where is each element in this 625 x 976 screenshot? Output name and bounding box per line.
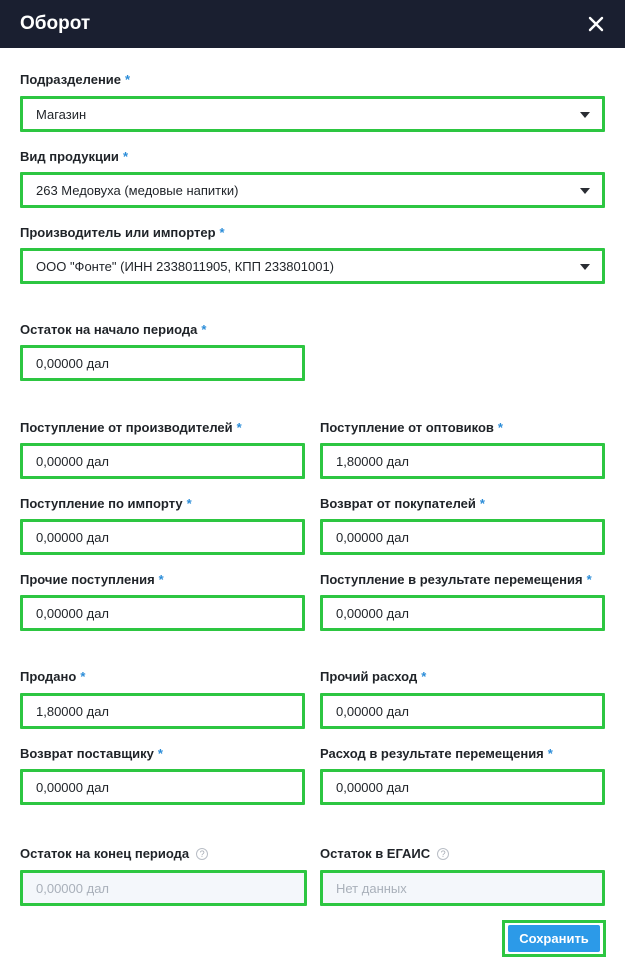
other-income-label	[20, 572, 164, 587]
save-button-frame[interactable]	[502, 920, 606, 957]
start-balance-input[interactable]	[20, 345, 305, 381]
transfer-income-value: 0,00000 дал	[336, 605, 410, 621]
chevron-down-icon	[580, 264, 590, 270]
required-mark: *	[586, 572, 592, 587]
other-income-value: 0,00000 дал	[36, 605, 110, 621]
other-income-label-text: Прочие поступления	[20, 572, 155, 587]
transfer-expense-label-text: Расход в результате перемещения	[320, 746, 544, 761]
producer-select[interactable]	[20, 248, 605, 284]
egais-balance-input	[320, 870, 605, 906]
transfer-income-input[interactable]	[320, 595, 605, 631]
from-producers-label-text: Поступление от производителей	[20, 420, 233, 435]
product-type-select[interactable]	[20, 172, 605, 208]
from-producers-label	[20, 420, 242, 435]
import-input[interactable]	[20, 519, 305, 555]
customer-return-value: 0,00000 дал	[336, 529, 410, 545]
sold-input[interactable]	[20, 693, 305, 729]
customer-return-label-text: Возврат от покупателей	[320, 496, 476, 511]
sold-label	[20, 669, 85, 684]
transfer-income-label	[320, 572, 592, 587]
transfer-expense-input[interactable]	[320, 769, 605, 805]
egais-balance-label-text: Остаток в ЕГАИС	[320, 846, 431, 861]
other-income-input[interactable]	[20, 595, 305, 631]
producer-label	[20, 225, 225, 240]
customer-return-label	[320, 496, 485, 511]
close-button[interactable]	[583, 11, 609, 37]
dialog-title: Оборот	[20, 13, 91, 34]
required-mark: *	[186, 496, 192, 511]
other-expense-label	[320, 669, 426, 684]
from-wholesalers-value: 1,80000 дал	[336, 453, 410, 469]
from-wholesalers-label	[320, 420, 503, 435]
sold-value: 1,80000 дал	[36, 703, 110, 719]
help-icon[interactable]: ?	[196, 848, 208, 860]
required-mark: *	[236, 420, 242, 435]
other-expense-label-text: Прочий расход	[320, 669, 418, 684]
supplier-return-label-text: Возврат поставщику	[20, 746, 154, 761]
save-button[interactable]: Сохранить	[508, 925, 600, 952]
egais-balance-placeholder: Нет данных	[336, 880, 407, 896]
producer-value: ООО "Фонте" (ИНН 2338011905, КПП 233801001)	[36, 258, 335, 274]
import-label	[20, 496, 192, 511]
producer-label-text: Производитель или импортер	[20, 225, 216, 240]
dialog-header	[0, 0, 625, 48]
required-mark: *	[219, 225, 225, 240]
transfer-income-label-text: Поступление в результате перемещения	[320, 572, 583, 587]
end-balance-label	[20, 846, 208, 861]
supplier-return-value: 0,00000 дал	[36, 779, 110, 795]
start-balance-label	[20, 322, 206, 337]
end-balance-input	[20, 870, 307, 906]
required-mark: *	[201, 322, 207, 337]
division-select[interactable]	[20, 96, 605, 132]
start-balance-label-text: Остаток на начало периода	[20, 322, 198, 337]
chevron-down-icon	[580, 112, 590, 118]
customer-return-input[interactable]	[320, 519, 605, 555]
supplier-return-label	[20, 746, 163, 761]
from-producers-input[interactable]	[20, 443, 305, 479]
product-type-label	[20, 149, 128, 164]
required-mark: *	[497, 420, 503, 435]
end-balance-value: 0,00000 дал	[36, 880, 110, 896]
end-balance-label-text: Остаток на конец периода	[20, 846, 190, 861]
product-type-value: 263 Медовуха (медовые напитки)	[36, 182, 239, 198]
required-mark: *	[125, 72, 131, 87]
close-icon	[588, 16, 604, 32]
required-mark: *	[479, 496, 485, 511]
other-expense-value: 0,00000 дал	[336, 703, 410, 719]
required-mark: *	[80, 669, 86, 684]
from-wholesalers-input[interactable]	[320, 443, 605, 479]
egais-balance-label	[320, 846, 449, 861]
required-mark: *	[157, 746, 163, 761]
other-expense-input[interactable]	[320, 693, 605, 729]
product-type-label-text: Вид продукции	[20, 149, 119, 164]
sold-label-text: Продано	[20, 669, 77, 684]
transfer-expense-value: 0,00000 дал	[336, 779, 410, 795]
import-label-text: Поступление по импорту	[20, 496, 183, 511]
division-value: Магазин	[36, 106, 87, 122]
chevron-down-icon	[580, 188, 590, 194]
division-label	[20, 72, 130, 87]
division-label-text: Подразделение	[20, 72, 122, 87]
import-value: 0,00000 дал	[36, 529, 110, 545]
required-mark: *	[122, 149, 128, 164]
from-wholesalers-label-text: Поступление от оптовиков	[320, 420, 494, 435]
required-mark: *	[421, 669, 427, 684]
required-mark: *	[158, 572, 164, 587]
help-icon[interactable]: ?	[437, 848, 449, 860]
required-mark: *	[547, 746, 553, 761]
transfer-expense-label	[320, 746, 553, 761]
from-producers-value: 0,00000 дал	[36, 453, 110, 469]
start-balance-value: 0,00000 дал	[36, 355, 110, 371]
supplier-return-input[interactable]	[20, 769, 305, 805]
